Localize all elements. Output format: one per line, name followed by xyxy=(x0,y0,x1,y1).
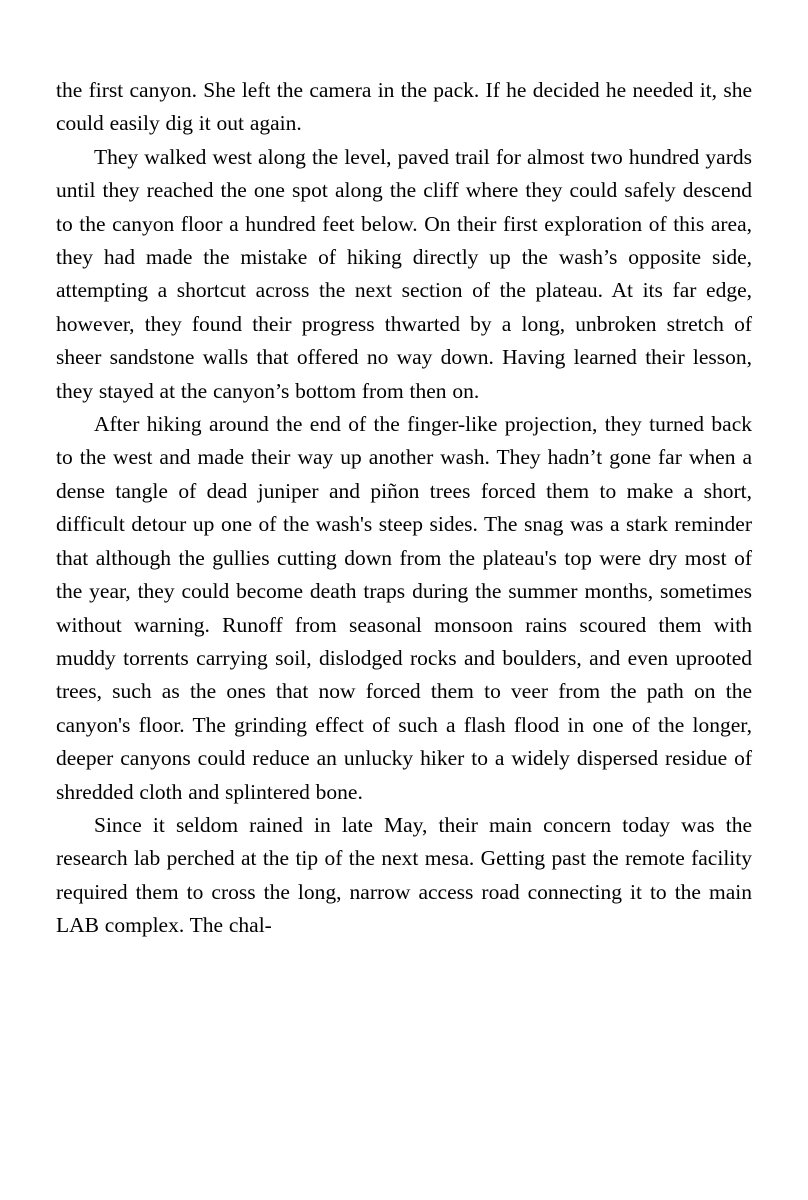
paragraph-4: Since it seldom rained in late May, their main concern today was the research lab perched at the tip of the next mesa. Getting past the remote facility required them to cross the long, narrow access road connecting it to the main LAB complex. The chal- xyxy=(56,812,752,938)
paragraph-1: the first canyon. She left the camera in the pack. If he decided he needed it, she could easily dig it out again. xyxy=(56,78,752,136)
paragraph-3: After hiking around the end of the finger-like projection, they turned back to the west and made their way up another wash. They hadn’t gone far when a dense tangle of dead juniper and piñon trees forced them to make a short, difficult detour up one of the wash's steep sides. The snag was a stark reminder that although the gullies cutting down from the plateau's top were dry most of the year, they could become death traps during the summer months, sometimes without warning. Runoff from seasonal monsoon rains scoured them with muddy torrents carrying soil, dislodged rocks and boulders, and even uprooted trees, such as the ones that now forced them to veer from the path on the canyon's floor. The grinding effect of such a flash flood in one of the longer, deeper canyons could reduce an unlucky hiker to a widely dispersed residue of shredded cloth and splintered bone. xyxy=(56,412,752,804)
page-text-block xyxy=(56,74,752,943)
paragraph-2: They walked west along the level, paved trail for almost two hundred yards until they reached the one spot along the cliff where they could safely descend to the canyon floor a hundred feet below. On their first exploration of this area, they had made the mistake of hiking directly up the wash’s opposite side, attempting a shortcut across the next section of the plateau. At its far edge, however, they found their progress thwarted by a long, unbroken stretch of sheer sandstone walls that offered no way down. Having learned their lesson, they stayed at the canyon’s bottom from then on. xyxy=(56,144,752,403)
